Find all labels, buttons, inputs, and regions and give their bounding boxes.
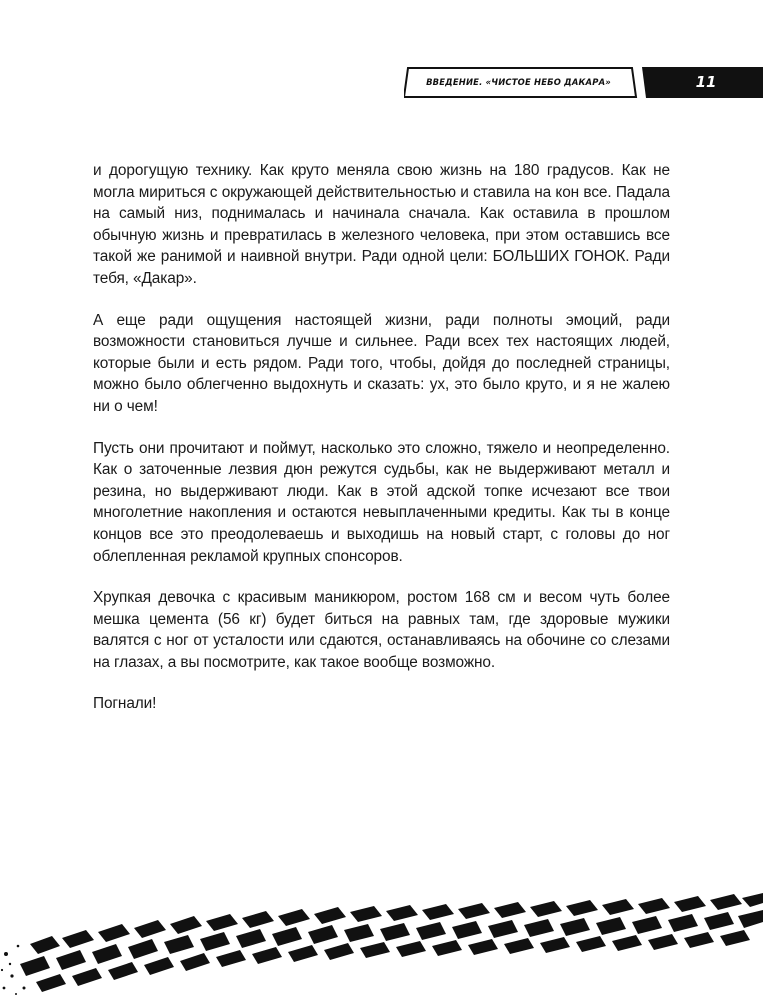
chapter-title: ВВЕДЕНИЕ. «ЧИСТОЕ НЕБО ДАКАРА» (426, 77, 611, 87)
running-header (404, 67, 763, 98)
paragraph-4: Хрупкая девочка с красивым маникюром, ростом 168 см и весом чуть более мешка цемента (56 кг) будет биться на равных там, где здоровые мужики валятся с ног от усталости или сдаются, останавливаясь на обочине со слезами на глазах, а вы посмотрите, как такое вообще возможно. (93, 589, 670, 671)
paragraph-2: А еще ради ощущения настоящей жизни, ради полноты эмоций, ради возможности становиться лучше и сильнее. Ради всех тех настоящих людей, которые были и есть рядом. Ради того, чтобы, дойдя до последней страницы, можно было облегченно выдохнуть и сказать: ух, это было круто, и я не жалею ни о чем! (93, 311, 670, 415)
main-text (93, 160, 670, 735)
tire-track-decoration (0, 884, 763, 1001)
paragraph-5: Погнали! (93, 695, 157, 713)
page-number: 11 (695, 73, 717, 91)
paragraph-3: Пусть они прочитают и поймут, насколько это сложно, тяжело и неопределенно. Как о заточенные лезвия дюн режутся судьбы, как не выдерживают металл и резина, но выдерживают люди. Как в этой адской топке исчезают все твои многолетние накопления и остаются невыплаченными кредиты. Как ты в конце концов все это преодолеваешь и выходишь на новый старт, с головы до ног облепленная рекламой крупных спонсоров. (93, 439, 670, 565)
paragraph-1: и дорогущую технику. Как круто меняла свою жизнь на 180 градусов. Как не могла мириться с окружающей действительностью и ставила на кон все. Падала на самый низ, поднималась и начинала сначала. Как оставила в прошлом обычную жизнь и превратилась в железного человека, при этом оставшись все такой же ранимой и наивной внутри. Ради одной цели: БОЛЬШИХ ГОНОК. Ради тебя, «Дакар». (93, 162, 670, 287)
tire-track-pattern (0, 893, 763, 995)
